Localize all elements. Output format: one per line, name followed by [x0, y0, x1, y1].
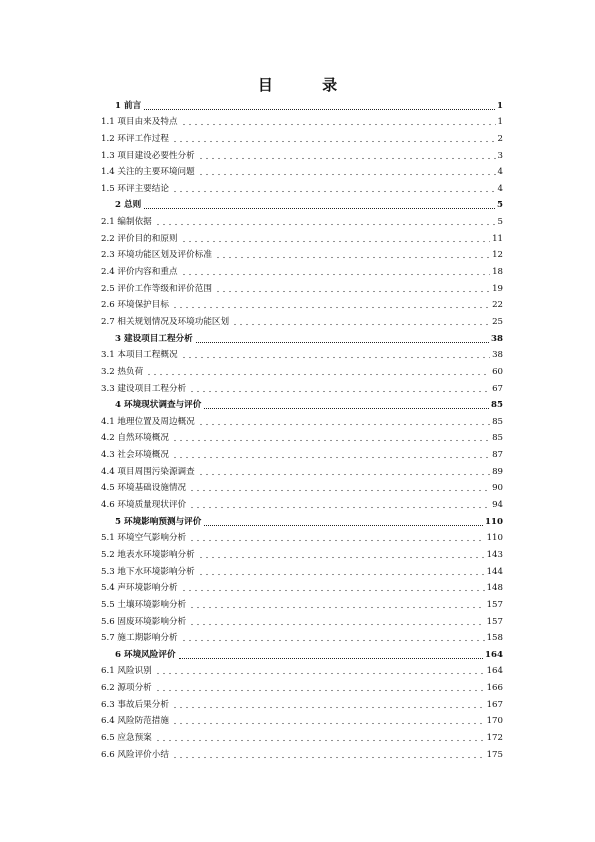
table-of-contents — [101, 94, 503, 760]
dot-leader — [172, 715, 485, 725]
toc-chapter-entry[interactable] — [101, 94, 503, 111]
toc-entry-label: 5.5 土壤环境影响分析 — [101, 599, 187, 610]
toc-chapter-entry[interactable] — [101, 394, 503, 411]
toc-entry-label: 4.6 环境质量现状评价 — [101, 500, 187, 511]
toc-section-entry[interactable] — [101, 543, 503, 560]
dot-leader — [181, 632, 485, 642]
dot-leader — [196, 332, 489, 343]
toc-section-entry[interactable] — [101, 443, 503, 460]
dot-leader — [215, 283, 490, 293]
toc-entry-label: 3 建设项目工程分析 — [115, 333, 193, 344]
toc-entry-page: 12 — [492, 250, 503, 261]
dot-leader — [189, 499, 490, 509]
toc-section-entry[interactable] — [101, 410, 503, 427]
dot-leader — [172, 449, 490, 459]
toc-title: 目 录 — [257, 76, 360, 94]
toc-entry-label: 5.4 声环境影响分析 — [101, 583, 178, 594]
toc-entry-label: 5.7 施工期影响分析 — [101, 633, 178, 644]
toc-section-entry[interactable] — [101, 427, 503, 444]
toc-section-entry[interactable] — [101, 227, 503, 244]
toc-chapter-entry[interactable] — [101, 510, 503, 527]
toc-section-entry[interactable] — [101, 344, 503, 361]
toc-entry-page: 38 — [491, 333, 503, 344]
toc-entry-page: 11 — [492, 233, 503, 244]
toc-entry-page: 170 — [486, 716, 503, 727]
toc-section-entry[interactable] — [101, 260, 503, 277]
toc-entry-label: 6.3 事故后果分析 — [101, 699, 169, 710]
toc-entry-page: 148 — [486, 583, 503, 594]
toc-chapter-entry[interactable] — [101, 643, 503, 660]
toc-entry-page: 22 — [492, 300, 503, 311]
toc-section-entry[interactable] — [101, 310, 503, 327]
toc-section-entry[interactable] — [101, 676, 503, 693]
dot-leader — [181, 266, 491, 276]
toc-entry-label: 3.3 建设项目工程分析 — [101, 383, 187, 394]
toc-entry-label: 2.7 相关规划情况及环境功能区划 — [101, 316, 230, 327]
dot-leader — [198, 150, 496, 160]
toc-entry-page: 5 — [497, 217, 503, 228]
toc-section-entry[interactable] — [101, 577, 503, 594]
dot-leader — [204, 515, 483, 526]
toc-section-entry[interactable] — [101, 710, 503, 727]
dot-leader — [181, 233, 491, 243]
toc-entry-label: 1 前言 — [115, 100, 142, 111]
toc-entry-page: 2 — [497, 133, 503, 144]
toc-entry-label: 4.2 自然环境概况 — [101, 433, 169, 444]
toc-entry-page: 172 — [486, 732, 503, 743]
toc-entry-label: 5.3 地下水环境影响分析 — [101, 566, 195, 577]
toc-section-entry[interactable] — [101, 144, 503, 161]
dot-leader — [198, 466, 490, 476]
toc-entry-label: 2 总则 — [115, 200, 142, 211]
dot-leader — [189, 383, 490, 393]
toc-entry-label: 6 环境风险评价 — [115, 649, 176, 660]
toc-chapter-entry[interactable] — [101, 327, 503, 344]
toc-section-entry[interactable] — [101, 161, 503, 178]
toc-entry-label: 6.6 风险评价小结 — [101, 749, 169, 760]
toc-section-entry[interactable] — [101, 660, 503, 677]
dot-leader — [204, 398, 489, 409]
toc-entry-label: 2.4 评价内容和重点 — [101, 267, 178, 278]
toc-entry-label: 3.1 本项目工程概况 — [101, 350, 178, 361]
dot-leader — [198, 166, 496, 176]
toc-section-entry[interactable] — [101, 477, 503, 494]
toc-entry-page: 158 — [486, 633, 503, 644]
toc-entry-page: 19 — [492, 283, 503, 294]
dot-leader — [144, 99, 495, 110]
toc-entry-label: 2.2 评价目的和原则 — [101, 233, 178, 244]
toc-entry-label: 4 环境现状调查与评价 — [115, 400, 202, 411]
toc-entry-page: 144 — [486, 566, 503, 577]
dot-leader — [172, 183, 496, 193]
toc-section-entry[interactable] — [101, 210, 503, 227]
toc-entry-page: 85 — [492, 416, 503, 427]
dot-leader — [155, 665, 485, 675]
dot-leader — [155, 732, 485, 742]
toc-entry-page: 110 — [486, 533, 503, 544]
dot-leader — [172, 133, 496, 143]
toc-entry-page: 60 — [492, 366, 503, 377]
dot-leader — [189, 532, 484, 542]
toc-entry-label: 6.4 风险防范措施 — [101, 716, 169, 727]
toc-entry-label: 6.5 应急预案 — [101, 732, 152, 743]
dot-leader — [172, 432, 490, 442]
toc-entry-label: 2.1 编制依据 — [101, 217, 152, 228]
toc-entry-label: 4.4 项目周围污染源调查 — [101, 466, 195, 477]
toc-entry-page: 67 — [492, 383, 503, 394]
toc-entry-page: 143 — [486, 549, 503, 560]
toc-section-entry[interactable] — [101, 377, 503, 394]
toc-section-entry[interactable] — [101, 244, 503, 261]
toc-entry-label: 2.6 环境保护目标 — [101, 300, 169, 311]
toc-entry-label: 1.1 项目由来及特点 — [101, 117, 178, 128]
toc-entry-label: 4.5 环境基础设施情况 — [101, 483, 187, 494]
toc-section-entry[interactable] — [101, 627, 503, 644]
toc-section-entry[interactable] — [101, 493, 503, 510]
toc-entry-page: 164 — [485, 649, 503, 660]
toc-entry-page: 3 — [497, 150, 503, 161]
toc-entry-page: 1 — [497, 100, 503, 111]
toc-entry-page: 164 — [486, 666, 503, 677]
toc-entry-page: 5 — [497, 200, 503, 211]
toc-entry-page: 94 — [492, 500, 503, 511]
dot-leader — [189, 599, 484, 609]
toc-entry-label: 5.1 环境空气影响分析 — [101, 533, 187, 544]
toc-entry-label: 6.1 风险识别 — [101, 666, 152, 677]
toc-entry-page: 166 — [486, 683, 503, 694]
toc-entry-page: 85 — [492, 433, 503, 444]
dot-leader — [144, 198, 495, 209]
dot-leader — [189, 616, 484, 626]
dot-leader — [172, 699, 485, 709]
toc-section-entry[interactable] — [101, 726, 503, 743]
toc-entry-label: 2.3 环境功能区划及评价标准 — [101, 250, 212, 261]
toc-entry-label: 5.6 固废环境影响分析 — [101, 616, 187, 627]
toc-entry-page: 18 — [492, 267, 503, 278]
toc-entry-label: 2.5 评价工作等级和评价范围 — [101, 283, 212, 294]
dot-leader — [155, 682, 485, 692]
toc-section-entry[interactable] — [101, 127, 503, 144]
toc-entry-page: 4 — [497, 183, 503, 194]
toc-section-entry[interactable] — [101, 111, 503, 128]
toc-entry-label: 1.2 环评工作过程 — [101, 133, 169, 144]
toc-entry-label: 1.4 关注的主要环境问题 — [101, 167, 195, 178]
toc-entry-page: 25 — [492, 316, 503, 327]
toc-section-entry[interactable] — [101, 593, 503, 610]
toc-section-entry[interactable] — [101, 560, 503, 577]
toc-section-entry[interactable] — [101, 277, 503, 294]
toc-entry-label: 1.3 项目建设必要性分析 — [101, 150, 195, 161]
toc-entry-label: 6.2 源项分析 — [101, 683, 152, 694]
dot-leader — [181, 582, 485, 592]
dot-leader — [198, 566, 485, 576]
toc-entry-page: 89 — [492, 466, 503, 477]
toc-section-entry[interactable] — [101, 294, 503, 311]
toc-entry-label: 4.3 社会环境概况 — [101, 450, 169, 461]
dot-leader — [172, 299, 490, 309]
toc-entry-label: 5.2 地表水环境影响分析 — [101, 549, 195, 560]
toc-entry-page: 110 — [485, 516, 503, 527]
toc-entry-label: 5 环境影响预测与评价 — [115, 516, 202, 527]
toc-section-entry[interactable] — [101, 743, 503, 760]
dot-leader — [198, 549, 485, 559]
toc-section-entry[interactable] — [101, 693, 503, 710]
toc-section-entry[interactable] — [101, 360, 503, 377]
toc-entry-page: 90 — [492, 483, 503, 494]
dot-leader — [189, 482, 490, 492]
dot-leader — [155, 216, 496, 226]
dot-leader — [181, 349, 491, 359]
dot-leader — [181, 116, 496, 126]
toc-entry-label: 1.5 环评主要结论 — [101, 183, 169, 194]
toc-section-entry[interactable] — [101, 527, 503, 544]
dot-leader — [215, 249, 490, 259]
toc-entry-page: 87 — [492, 450, 503, 461]
dot-leader — [172, 749, 485, 759]
toc-entry-page: 157 — [486, 599, 503, 610]
toc-entry-page: 1 — [497, 117, 503, 128]
toc-entry-page: 175 — [486, 749, 503, 760]
dot-leader — [179, 648, 484, 659]
toc-entry-page: 38 — [492, 350, 503, 361]
toc-section-entry[interactable] — [101, 610, 503, 627]
toc-entry-label: 4.1 地理位置及周边概况 — [101, 416, 195, 427]
toc-section-entry[interactable] — [101, 177, 503, 194]
dot-leader — [146, 366, 490, 376]
toc-section-entry[interactable] — [101, 460, 503, 477]
toc-chapter-entry[interactable] — [101, 194, 503, 211]
dot-leader — [198, 416, 490, 426]
dot-leader — [232, 316, 490, 326]
toc-entry-page: 167 — [486, 699, 503, 710]
toc-entry-label: 3.2 热负荷 — [101, 366, 144, 377]
toc-entry-page: 85 — [491, 400, 503, 411]
toc-entry-page: 4 — [497, 167, 503, 178]
toc-entry-page: 157 — [486, 616, 503, 627]
